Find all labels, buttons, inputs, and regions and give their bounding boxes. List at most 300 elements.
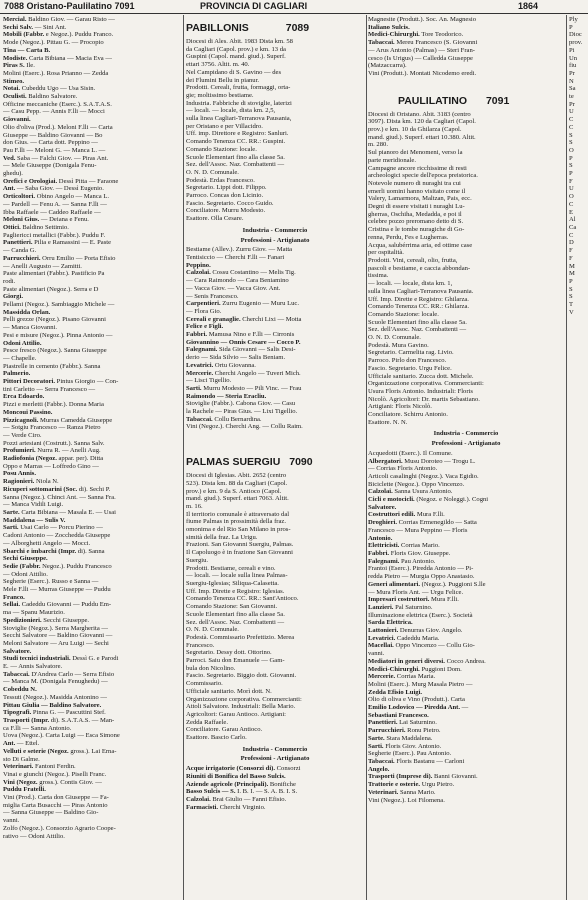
text-line: O. N. D. Comunale. xyxy=(368,334,421,342)
text-line: Prodotti. Bestiame, cereali e vino. xyxy=(186,564,276,572)
text-line: Diocesi di Oristano. Abit. 3183 (centro xyxy=(368,110,471,118)
text-line: Vini (Prod.). Carta don Giuseppe — Fa- xyxy=(3,794,109,802)
text-line: Il Capoluogo è in frazione San Giovanni xyxy=(186,549,293,557)
text-line: vanni. xyxy=(368,650,385,658)
text-line: Stoviglie (Fabbr.). Cabona Giov. — Casu xyxy=(186,400,296,408)
column-divider xyxy=(183,15,184,900)
section-heading-pabillonis xyxy=(186,21,364,35)
text-line: Secchi Salvatore — Baldino Giovanni — xyxy=(3,632,113,640)
text-line: — Verde Ciro. xyxy=(3,431,42,439)
text-line: redda Pietro — Murgia Oppo Anastasio. xyxy=(368,573,475,581)
text-line: Sebastiani Francesco. xyxy=(368,711,429,719)
text-line: Vinai e giunchi (Negoz.). Piselli Franc. xyxy=(3,770,107,778)
text-line: Podestà. Mura Gavino. xyxy=(368,341,429,349)
text-line: C xyxy=(569,123,574,131)
text-line: Panettieri. Lai Saturnino. xyxy=(368,719,437,727)
text-line: Cicli e motocicli. (Negoz. e Noleggi.). Cogni xyxy=(368,496,489,504)
text-line: Farmacisti. Cherchi Virginio. xyxy=(186,803,266,811)
text-line: Sarte. Carta Bibiana — Masala E. — Usai xyxy=(3,509,116,516)
text-line: Peppino. xyxy=(186,261,211,269)
text-line: Massidda Orlan. xyxy=(3,308,51,316)
text-line: Sez. dell'Assoc. Naz. Combattenti — xyxy=(368,326,467,334)
text-line: Tabaccai. D'Andrea Carlo — Serra Efisio xyxy=(3,670,115,678)
column-3 xyxy=(368,16,564,804)
text-line: Scuole Elementari fino alla classe 5a. xyxy=(186,153,285,161)
text-line: Trasporti (Imprese di). Banni Giovanni. xyxy=(368,773,478,781)
text-line: — Manca Vidili Luigi. xyxy=(3,501,64,509)
text-line: celebre pozzo preromano detto di S. xyxy=(368,218,464,226)
text-line: Orticoltori. Obino Angelo — Manca L. xyxy=(3,193,110,201)
text-line: Magnesite (Produtt.). Soc. An. Magnesio xyxy=(368,16,477,23)
text-line: gherras, Oschiha, Medadda, e poi il xyxy=(368,210,462,218)
text-line: Ragionieri. Niola N. xyxy=(3,478,59,486)
text-line: Officine meccaniche (Eserc.). S.A.T.A.S. xyxy=(3,100,112,108)
text-line: sulla linea Cagliari-Terranova Pausania. xyxy=(368,287,474,295)
text-line: fiu xyxy=(569,62,577,70)
text-line: — Mura Floris Ant. — Urgu Felice. xyxy=(368,588,464,596)
text-line: m. 280. xyxy=(368,141,388,149)
text-line: Velluti e seterie (Negoz. gross.). Lai Erna- xyxy=(3,747,117,755)
text-line: Comando Stazione: locale. xyxy=(186,145,257,153)
text-line: Olio d'oliva (Prod.). Meloni F.lli — Carta xyxy=(3,123,113,131)
text-line: — Senis Francesco. xyxy=(186,292,239,300)
text-line: F xyxy=(569,254,573,262)
text-line: Cereali e granaglie. Cherchi Lixi — Motta xyxy=(186,315,302,323)
text-line: Prodotti. Vini, cereali, olio, frutta, xyxy=(368,256,458,264)
text-line: F xyxy=(569,247,573,255)
text-line: Uff. Imp. Dirette e Registro: Iglesias. xyxy=(186,587,285,595)
text-line: — locali. — locale sulla linea Palmas- xyxy=(186,572,288,580)
text-line: N xyxy=(569,77,574,85)
text-line: Prodotti. Cereali, frutta, formaggi, orta- xyxy=(186,84,291,92)
text-line: Organizzazione corporativa. Commercianti: xyxy=(186,695,302,703)
text-line: Trasporti (Impr. di). S.A.T.A.S. — Man- xyxy=(3,716,115,724)
text-line: Calzolai. Sanna Usura Antonio. xyxy=(368,488,453,496)
text-line: Puddu Fratelli. xyxy=(3,786,46,794)
text-line: prov.) e km. 10 da Ghilarza (Capol. xyxy=(368,126,462,134)
text-line: (Matzaccarra). xyxy=(368,62,407,70)
text-line: Degni di essere visitati i nuraghi Lu- xyxy=(368,203,465,211)
text-line: Sez. dell'Assoc. Naz. Combattenti — xyxy=(186,618,285,626)
text-line: Segretario. Lippi dott. Filippo. xyxy=(186,184,267,192)
text-line: Palmerio. xyxy=(3,370,31,378)
text-line: Ved. Saba — Falchi Giov. — Piras Ant. xyxy=(3,154,109,162)
text-line: archeologici specie dell'epoca preistorica. xyxy=(368,172,478,180)
text-line: Fabbri. Floris Giov. Giuseppe. xyxy=(368,550,451,557)
text-line: Organizzazione corporativa. Commercianti: xyxy=(368,380,484,388)
text-line: — Manca Giovanni. xyxy=(3,324,58,332)
column-divider xyxy=(366,15,367,900)
text-line: D xyxy=(569,239,574,247)
text-line: O. N. D. Comunale. xyxy=(186,168,239,176)
text-line: U xyxy=(569,185,574,193)
text-line: Odoni Attilio. xyxy=(3,339,42,347)
text-line: Sarda Elettrica. xyxy=(368,619,413,627)
text-line: Studi tecnici industriali. Dessì G. e Parodi xyxy=(3,655,119,663)
text-line: C xyxy=(569,200,574,208)
text-line: derio — Sida Silvio — Salis Beniam. xyxy=(186,354,286,362)
text-line: Un xyxy=(569,54,578,62)
text-line: Mele F.lli — Murras Giuseppe — Puddu xyxy=(3,586,111,594)
text-line: — locali. — locale, dista km. 2,5, xyxy=(186,107,276,115)
text-line: cesco (Is Urigus) — Calledda Giuseppe xyxy=(368,54,473,62)
text-line: Salvatore. xyxy=(3,647,32,655)
text-line: — Alborghetti Angelo — Mocci. xyxy=(3,539,91,547)
text-line: Acqua, salubérrima aria, ed ottime case xyxy=(368,241,473,249)
text-line: Panettieri. Pilia e Ramassini — E. Paste xyxy=(3,239,112,247)
text-line: Podestà. Erdas Francesco. xyxy=(186,176,255,184)
text-line: vanni. xyxy=(3,817,20,825)
town-number: 7091 xyxy=(485,94,510,107)
text-line: gie; moltissimo bestiame. xyxy=(186,91,254,99)
text-line: Al xyxy=(569,216,576,224)
text-line: — Flora Gio. xyxy=(186,307,222,315)
town-name: PALMAS SUERGIU xyxy=(186,456,281,469)
town-description xyxy=(368,111,564,427)
text-line: Comando Stazione: locale. xyxy=(368,310,439,318)
text-line: Esattore. Bascio Carlo. xyxy=(186,734,247,742)
text-line: Sbarchi e imbarchi (Impr. di). Sanna xyxy=(3,547,105,555)
text-line: Sarti. Floris Giov. Antonio. xyxy=(368,742,442,750)
text-line: Giovanni. xyxy=(3,116,31,124)
text-line: Ibba Raffaele — Caddeo Raffaele — xyxy=(3,208,101,216)
text-line: mand. giud.). Superf. ettari 7063. Altit. xyxy=(186,495,289,503)
trade-list xyxy=(368,16,564,78)
text-line: Scuole Elementari fino alla classe 5a. xyxy=(368,318,467,326)
text-line: Attoli Salvatore. Industriali: Bella Mario. xyxy=(186,703,296,711)
page-header xyxy=(0,0,588,14)
text-line: C xyxy=(569,231,574,239)
town-description xyxy=(186,472,364,742)
text-line: Calzolai. Brai Giulio — Fanni Efisio. xyxy=(186,795,287,803)
text-line: Comando Tenenza CC. RR.: Guspini. xyxy=(186,138,286,146)
text-line: Veterinari. Fantoni Ferdin. xyxy=(3,763,76,771)
text-line: bula don Nicolino. xyxy=(186,664,236,672)
text-line: Nicolò. Agricoltori: Dr. martis Sebastiano. xyxy=(368,395,480,403)
text-line: Pau F.lli — Meloni G. — Manca L. — xyxy=(3,146,106,154)
text-line: Piastrelle in cemento (Fabbr.). Sanna xyxy=(3,362,101,370)
text-line: Pi xyxy=(569,46,575,54)
text-line: Elettricisti. Corrias Mario. xyxy=(368,542,440,550)
text-line: Antonio. xyxy=(368,534,393,542)
text-line: Conciliatore. Garau Antioco. xyxy=(186,726,263,734)
text-line: dei Flumini Bellu in pianur. xyxy=(186,76,260,84)
text-line: Sul pianoro dei Menomeni, verso la xyxy=(368,149,463,157)
text-line: Parroci. Saiu don Emanuele — Gam- xyxy=(186,657,285,665)
text-line: m. 16. xyxy=(186,502,203,510)
text-line: — Sotgiu Francesco — Ranza Pietro xyxy=(3,424,101,432)
text-line: Suergiu-Iglesias; Siliqua-Calasetta. xyxy=(186,580,279,587)
text-line: Pizzi e merletti (Fabbr.). Donna Maria xyxy=(3,401,104,409)
text-line: Uff. Imp. Dirette e Registro: Ghilarza. xyxy=(368,295,469,303)
text-line: Biciclette (Negoz.). Oppo Vincenzo. xyxy=(368,480,465,488)
text-line: Segherie (Eserc.). Pau Antonio. xyxy=(368,750,452,758)
text-line: fiume Palmas in prossimità della fraz. xyxy=(186,518,286,526)
text-line: Molini (Eserc.). Rosa Prianno — Zedda xyxy=(3,69,109,77)
text-line: Zolfo (Negoz.). Consorzio Agrario Coope- xyxy=(3,824,116,832)
text-line: — Manca M. (Donigala Fenughedu) — xyxy=(3,678,108,686)
text-line: Comando Stazione: San Giovanni. xyxy=(186,603,278,611)
text-line: Franco. xyxy=(3,593,25,601)
text-line: Medici-Chirurghi. Tore Teodorico. xyxy=(368,31,464,39)
text-line: Guspini (Capol. mand. giud.). Superf. xyxy=(186,53,286,61)
text-line: tissima. xyxy=(368,272,389,280)
text-line: Falegnami. Pau Antonio. xyxy=(368,557,436,565)
text-line: Fascio. Segretario. Biggio dott. Giovanni. xyxy=(186,672,297,680)
text-line: Fabbri. Mamusa Nino e F.lli — Cirronis xyxy=(186,331,295,339)
text-line: Acque irrigatorie (Consorzi di). Consorzi xyxy=(186,765,301,773)
text-line: — Anelli Augusto — Zamitti. xyxy=(3,262,82,270)
town-name: PABILLONIS xyxy=(186,22,249,34)
text-line: Esattore. Olla Cesare. xyxy=(186,215,244,223)
text-line: — Vacca Giov. — Vacca Giov. Ant. xyxy=(186,284,281,292)
text-line: — Casu Pepp. — Annis F.lli — Mocci xyxy=(3,108,105,116)
text-line: Tipografi. Pinna G. — Pascuttini Stef. xyxy=(3,709,106,717)
text-line: Oculisti. Baldino Salvatore. xyxy=(3,93,78,101)
text-line: Nel Campidano di S. Gavino — des xyxy=(186,68,282,76)
text-line: Radiofonia (Negoz. appar. per). Ditta xyxy=(3,455,104,463)
subheading: Professioni - Artigianato xyxy=(240,236,310,244)
text-line: Italiano Sulcis. xyxy=(368,23,410,31)
header-left: 7088 Oristano-Paulilatino 7091 xyxy=(4,1,135,11)
text-line: Zedda Efisio Luigi. xyxy=(368,688,423,696)
text-line: Segherie (Eserc.). Russo e Sanna — xyxy=(3,578,99,586)
text-line: Stimeo. xyxy=(3,77,25,85)
text-line: Segretario. Carmelita rag. Livio. xyxy=(368,349,454,357)
text-line: Macellai. Oppo Vincenzo — Collu Gio- xyxy=(368,642,475,650)
column-4-clipped xyxy=(569,16,588,316)
text-line: Parroco. Concas don Licinio. xyxy=(186,192,264,200)
text-line: Vini (Negoz. gross.). Contis Giov. — xyxy=(3,778,102,786)
text-line: Podestà. Commissario Prefettizio. Merea xyxy=(186,633,295,641)
text-line: Acquedotti (Eserc.). Il Comune. xyxy=(368,449,453,457)
text-line: Tabaccai. Floris Bastanu — Carloni xyxy=(368,757,465,765)
text-line: miglia Carta Busacchi — Piras Antonio xyxy=(3,801,108,809)
trade-list xyxy=(186,765,364,811)
text-line: Emilio Lodovico — Piredda Ant. — xyxy=(368,704,469,712)
text-line: Diocesi di Iglesias. Abit. 2652 (centro xyxy=(186,472,287,480)
town-number: 7090 xyxy=(289,456,313,469)
text-line: don Gius. — Carta dott. Peppino — xyxy=(3,139,98,147)
text-line: — Odoni Attilio. xyxy=(3,570,48,578)
text-line: Pr xyxy=(569,69,575,77)
text-line: — Chapelle. xyxy=(3,354,37,362)
subheading: Professioni - Artigianato xyxy=(431,440,501,448)
text-line: V xyxy=(569,308,574,316)
text-line: — Mele Giuseppe (Donigala Fenu- xyxy=(3,162,97,170)
subheading: Industria - Commercio xyxy=(242,226,308,234)
text-line: Uff. imp. Direttore e Registro: Sanluri. xyxy=(186,130,289,138)
text-line: Diocesi di Ales. Abit. 1983 Dista km. 58 xyxy=(186,38,293,45)
text-line: Profumieri. Nurra R. — Anelli Aug. xyxy=(3,447,101,455)
text-line: O. N. D. Comunale. xyxy=(186,626,239,634)
text-line: ghedu). xyxy=(3,170,23,178)
text-line: Mediatori in generi diversi. Cocco Andrea. xyxy=(368,657,486,665)
text-line: Tabaccai. Collu Bernardina. xyxy=(186,415,262,423)
text-line: Lattonieri. Denurras Giov. Angelo. xyxy=(368,627,463,635)
text-line: Falegnami. Sida Giovanni — Salis Desi- xyxy=(186,346,296,354)
text-line: Agricoltori: Garau Antioco. Artigiani: xyxy=(186,710,286,718)
text-line: Comando Tenenza CC. RR.: Ghilarza. xyxy=(368,303,470,311)
text-line: Impresari costruttori. Mura F.lli. xyxy=(368,596,459,604)
text-line: E xyxy=(569,208,574,216)
text-line: Conciliatore. Schirru Antonio. xyxy=(368,411,448,419)
text-line: Tessuti (Negoz.). Masidda Antonino — xyxy=(3,693,107,701)
text-line: S xyxy=(569,293,573,301)
text-line: Parroco. Pirlo don Francesco. xyxy=(368,357,447,365)
text-line: omonima e del Rio San Milano in pros- xyxy=(186,526,291,534)
text-line: Ufficiale sanitario. Zucca dott. Michele. xyxy=(368,372,474,380)
text-line: Sechi Salv. — Sini Ant. xyxy=(3,23,67,31)
text-line: Carpentieri. Zurru Eugenio — Muru Luc. xyxy=(186,300,299,308)
text-line: Generi alimentari. (Negoz.). Puggioni S.lle xyxy=(368,580,486,588)
text-line: la Rachele — Piras Gius. — Lixi Tigellio. xyxy=(186,408,298,416)
text-line: Esattore. N. N. xyxy=(368,418,408,426)
text-line: Giorgi. xyxy=(3,293,23,301)
text-line: — Lisci Tigellio. xyxy=(186,377,232,385)
section-heading-palmas-suergiu xyxy=(186,455,364,469)
text-line: O xyxy=(569,193,574,201)
text-line: pascoli e bestiame, e caccia abbondan- xyxy=(368,264,471,272)
text-line: Campagne ancore ricchissime di resti xyxy=(368,164,467,172)
text-line: emerli uomini hanno visitato come il xyxy=(368,187,466,195)
text-line: Maddalena — Sulis V. xyxy=(3,516,66,524)
text-line: Raimondo — Steria Eracliu. xyxy=(186,392,267,400)
text-line: Francesco. xyxy=(186,641,215,649)
subheading: Professioni - Artigianato xyxy=(240,755,310,763)
text-line: Usura Floris Antonio. Industriali: Floris xyxy=(368,387,473,395)
text-line: Dioc xyxy=(569,31,582,39)
text-line: S xyxy=(569,285,573,293)
text-line: da Cagliari (Capol. prov.) e km. 13 da xyxy=(186,45,286,53)
town-name: PAULILATINO xyxy=(398,94,468,107)
text-line: — Canda G. xyxy=(3,247,37,255)
text-line: mand. giud.). Superf. ettari 10.380. Altit. xyxy=(368,133,476,141)
text-line: Cobeddu N. xyxy=(3,686,37,694)
text-line: — Arus Antonio (Palmas) — Steri Fran- xyxy=(368,46,475,54)
text-line: rativo — Odoni Attilio. xyxy=(3,832,65,840)
text-line: Piras S. Ile. xyxy=(3,62,35,70)
text-line: Moncoui Passino. xyxy=(3,408,53,416)
text-line: — Sanna Giuseppe — Baldino Gio- xyxy=(3,809,99,817)
text-line: Tabaccai. Mereu Francesco (S. Giovanni xyxy=(368,39,478,47)
text-line: P xyxy=(569,23,573,31)
text-line: Vini (Negoz.). Cherchi Ang. — Collu Raim. xyxy=(186,423,303,431)
text-line: P xyxy=(569,154,573,162)
text-line: Fascio. Segretario. Urgu Felice. xyxy=(368,364,452,372)
text-line: Vini (Produtt.). Montati Nicodemo eredi. xyxy=(368,69,477,77)
text-line: Angelo. xyxy=(368,765,390,773)
text-line: Comando Tenenza CC. RR.: Sant'Antioco. xyxy=(186,595,299,603)
text-line: prov.) e km. 9 da S. Antioco (Capol. xyxy=(186,487,282,495)
text-line: Sedie (Fabbr. Negoz.). Puddu Francesco xyxy=(3,562,112,570)
text-line: Meloni Gius. — Deiana e Fenu. xyxy=(3,216,89,224)
subheading: Industria - Commercio xyxy=(433,430,499,438)
text-line: M xyxy=(569,262,575,270)
text-line: ma — Spanu Maurizio. xyxy=(3,609,65,617)
text-line: Lanzieri. Pal Saturnino. xyxy=(368,603,433,611)
text-line: Modiste. Carta Bibiana — Macia Eva — xyxy=(3,54,112,62)
text-line: Ufficiale sanitario. Morì dott. N. xyxy=(186,687,272,695)
text-line: Veterinari. Sanna Mario. xyxy=(368,788,436,796)
header-center: PROVINCIA DI CAGLIARI xyxy=(200,1,308,11)
column-divider xyxy=(566,15,567,900)
text-line: Pr xyxy=(569,100,575,108)
text-line: Medici-Chirurghi. Puggioni Dom. xyxy=(368,665,462,673)
text-line: P xyxy=(569,170,573,178)
town-description xyxy=(186,38,364,223)
text-line: Tentisiccio — Cherchi F.lli — Fanari xyxy=(186,253,285,261)
text-line: Articoli casalinghi (Negoz.). Vaca Egidio. xyxy=(368,472,479,480)
text-line: Molini (Eserc.). Murg Masala Pietro — xyxy=(368,680,473,688)
text-line: Ply xyxy=(569,16,578,23)
text-line: Ant. — Saba Giov. — Dessì Eugenio. xyxy=(3,185,104,193)
trade-list xyxy=(368,450,564,804)
text-line: rodi. xyxy=(3,277,16,285)
text-line: sto Di Galme. xyxy=(3,755,40,763)
text-line: Frantoi (Eserc.). Piredda Antonio — Pi- xyxy=(368,565,474,573)
text-line: 3097). Dista km. 120 da Cagliari (Capol. xyxy=(368,118,476,126)
text-line: Orefici e Orologiai. Dessì Pitta — Faraone xyxy=(3,177,119,185)
text-line: Sarti. Usai Carlo — Porcu Pierino — xyxy=(3,524,103,532)
text-line: Mode (Negoz.). Pittau G. — Procopio xyxy=(3,39,104,47)
text-line: Notevole numero di nuraghi tra cui xyxy=(368,179,461,187)
text-line: S xyxy=(569,162,573,170)
text-line: ettari 3756. Altit. m. 40. xyxy=(186,61,250,69)
text-line: Giuseppe — Baldino Giovanni — Bo xyxy=(3,131,103,139)
text-line: — Corrias Floris Antonio. xyxy=(368,465,438,473)
text-line: Mobili (Fabbr. e Negoz.). Puddu Franco. xyxy=(3,31,114,39)
text-line: Pagliericci metallici (Fabbr.). Puddu F. xyxy=(3,231,106,239)
column-2 xyxy=(186,16,364,811)
text-line: per Oristano e per Villacidro. xyxy=(186,122,263,130)
text-line: ca F.lli — Sanna Antonio. xyxy=(3,724,72,732)
text-line: te xyxy=(569,93,574,101)
text-line: Calzolai. Cossu Costantino — Melis Tig. xyxy=(186,269,296,277)
text-line: Sez. dell'Assoc. Naz. Combattenti — xyxy=(186,161,285,169)
text-line: Levatrici. Cadeddu Maria. xyxy=(368,634,440,642)
text-line: Notai. Cubeddu Ugo — Usa Sisin. xyxy=(3,85,96,93)
text-line: U xyxy=(569,108,574,116)
header-rule xyxy=(0,13,588,14)
text-line: Ricuperi sottomarini (Soc. di). Sechi P. xyxy=(3,485,111,493)
text-line: Droghieri. Corrias Ermenegildo — Satta xyxy=(368,519,477,527)
text-line: Illuminazione elettrica (Eserc.). Società xyxy=(368,611,473,619)
text-line: Pittau Giulia — Baldino Salvatore. xyxy=(3,701,102,709)
text-line: simità della fraz. La Urigu. xyxy=(186,533,258,541)
text-line: Tina — Carta B. xyxy=(3,46,51,54)
text-line: Parrucchieri. Ronu Pietro. xyxy=(368,727,441,735)
text-line: Frazioni. San Giovanni Suergiu, Palmas. xyxy=(186,541,294,549)
text-line: Scuole Elementari fino alla classe 5a. xyxy=(186,610,285,618)
text-line: S xyxy=(569,131,573,139)
text-line: Pellami (Negoz.). Sambiaggio Michele — xyxy=(3,301,115,309)
text-line: Uova (Negoz.). Carta Luigi — Esca Simone xyxy=(3,732,120,740)
text-line: M xyxy=(569,270,575,278)
text-line: Pesce fresco (Negoz.). Sanna Giuseppe xyxy=(3,347,107,355)
text-line: O xyxy=(569,146,574,154)
text-line: — Cara Raimondo — Cara Beniamino xyxy=(186,277,289,285)
text-line: Cadoni Antonio — Zocchedda Giuseppe xyxy=(3,532,111,540)
text-line: Olio di oliva e Vino (Produtt.). Carta xyxy=(368,696,465,704)
text-line: per ospitalità. xyxy=(368,249,404,257)
text-line: Costruttori edili. Mura F.lli. xyxy=(368,511,445,519)
text-line: Sarti. Murru Modesto — Pili Vinc. — Frau xyxy=(186,384,302,392)
text-line: Sarte. Stara Maddalena. xyxy=(368,734,433,742)
text-line: Mercerie. Corrias Maria. xyxy=(368,673,436,681)
text-line: Riuniti di Bonifica del Basso Sulcis. xyxy=(186,772,286,780)
text-line: parte meridionale. xyxy=(368,156,416,164)
